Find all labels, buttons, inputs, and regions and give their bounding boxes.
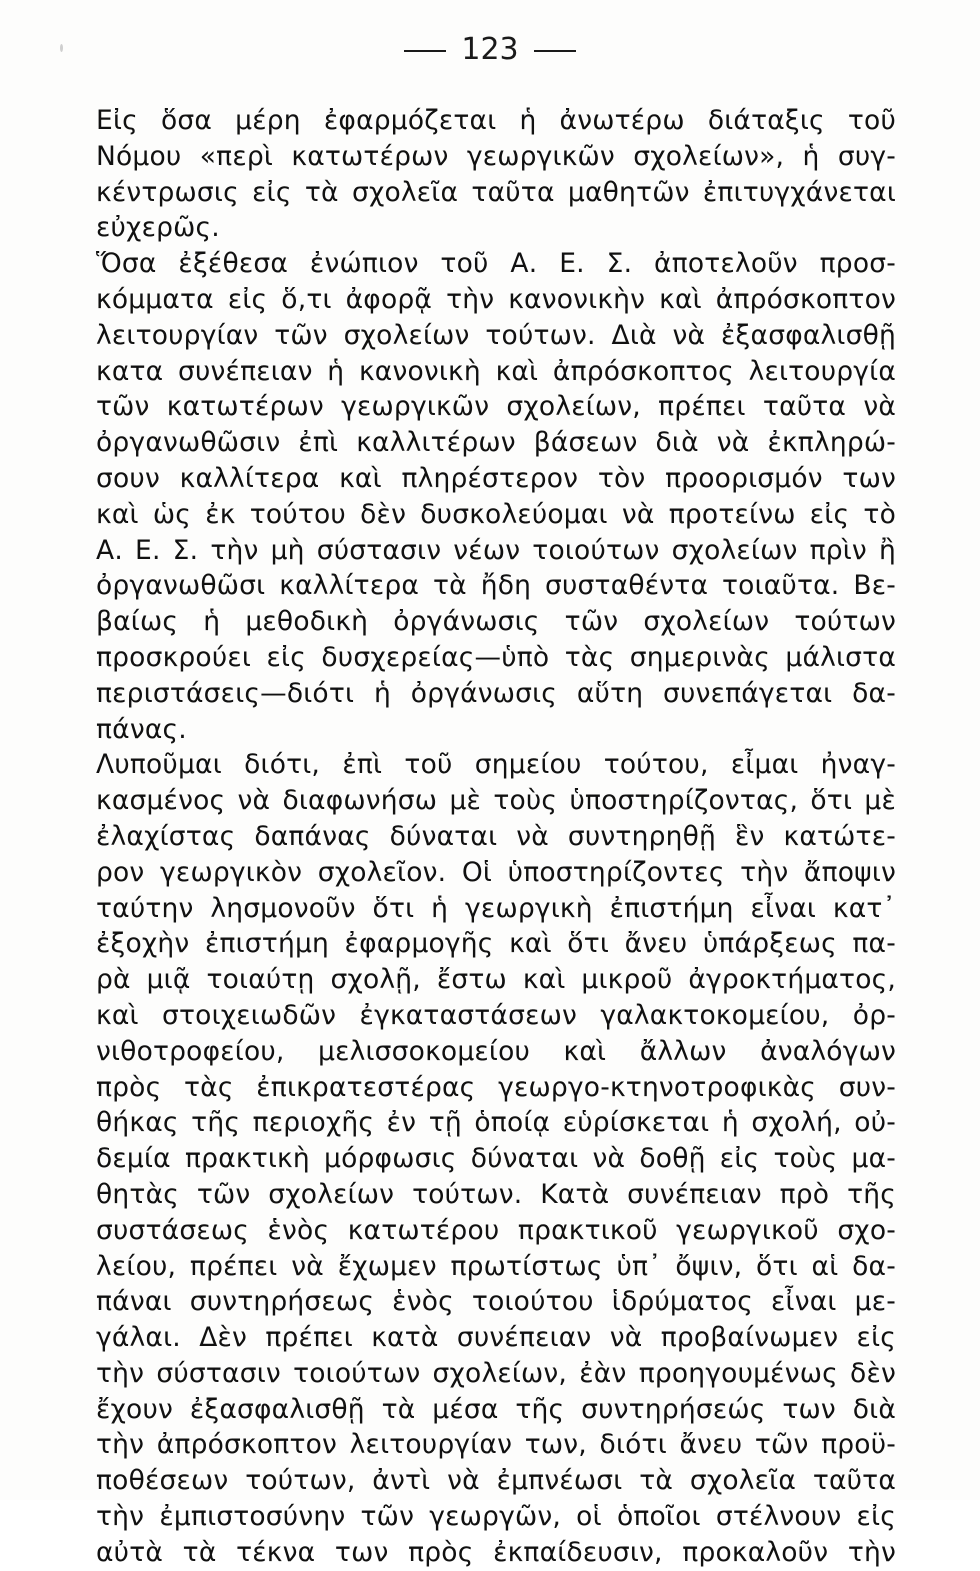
- text-line: συστάσεως ἑνὸς κατωτέρου πρακτικοῦ γεωργικοῦ σχο-: [96, 1214, 896, 1246]
- left-dash: [404, 50, 446, 52]
- text-line: ταύτην λησμονοῦν ὅτι ἡ γεωργικὴ ἐπιστήμη εἶναι κατ᾽: [96, 892, 896, 924]
- text-line: πάνας.: [96, 713, 187, 745]
- right-dash: [534, 50, 576, 52]
- text-line: τὴν ἀπρόσκοπτον λειτουργίαν των, διότι ἄνευ τῶν προϋ-: [96, 1429, 896, 1461]
- text-line: πάναι συντηρήσεως ἑνὸς τοιούτου ἱδρύματος εἶναι με-: [96, 1286, 896, 1318]
- text-line: λείου, πρέπει νὰ ἔχωμεν πρωτίστως ὑπ᾽ ὄψιν, ὅτι αἱ δα-: [96, 1250, 896, 1282]
- text-line: αὐτὰ τὰ τέκνα των πρὸς ἐκπαίδευσιν, προκαλοῦν τὴν: [96, 1536, 896, 1568]
- text-line: ρὰ μιᾷ τοιαύτῃ σχολῇ, ἔστω καὶ μικροῦ ἀγροκτήματος,: [96, 964, 896, 996]
- text-line: βαίως ἡ μεθοδικὴ ὀργάνωσις τῶν σχολείων τούτων: [96, 606, 896, 638]
- text-line: καὶ στοιχειωδῶν ἐγκαταστάσεων γαλακτοκομείου, ὀρ-: [96, 999, 896, 1031]
- text-line: τὴν σύστασιν τοιούτων σχολείων, ἐὰν προηγουμένως δὲν: [96, 1357, 896, 1389]
- text-line: εὐχερῶς.: [96, 212, 220, 244]
- text-line: ὀργανωθῶσιν ἐπὶ καλλιτέρων βάσεων διὰ νὰ ἐκπληρώ-: [96, 427, 896, 459]
- text-line: πρὸς τὰς ἐπικρατεστέρας γεωργο-κτηνοτροφικὰς συν-: [96, 1071, 896, 1103]
- page-number-text: 123: [461, 32, 519, 67]
- text-line: ὀργανωθῶσι καλλίτερα τὰ ἤδη συσταθέντα τοιαῦτα. Βε-: [96, 570, 896, 602]
- text-line: Α. Ε. Σ. τὴν μὴ σύστασιν νέων τοιούτων σχολείων πρὶν ἢ: [96, 534, 896, 566]
- text-line: ποθέσεων τούτων, ἀντὶ νὰ ἐμπνέωσι τὰ σχολεῖα ταῦτα: [96, 1465, 896, 1497]
- text-line: καὶ ὡς ἐκ τούτου δὲν δυσκολεύομαι νὰ προτείνω εἰς τὸ: [96, 498, 896, 530]
- text-line: κατα συνέπειαν ἡ κανονικὴ καὶ ἀπρόσκοπτος λειτουργία: [96, 355, 896, 387]
- text-line: Ὅσα ἐξέθεσα ἐνώπιον τοῦ Α. Ε. Σ. ἀποτελοῦν προσ-: [96, 248, 896, 280]
- text-line: θητὰς τῶν σχολείων τούτων. Κατὰ συνέπειαν πρὸ τῆς: [96, 1178, 896, 1210]
- text-line: Νόμου «περὶ κατωτέρων γεωργικῶν σχολείων», ἡ συγ-: [96, 140, 896, 172]
- text-line: ἔχουν ἐξασφαλισθῇ τὰ μέσα τῆς συντηρήσεώς των διὰ: [96, 1393, 896, 1425]
- text-line: ἐξοχὴν ἐπιστήμη ἐφαρμογῆς καὶ ὅτι ἄνευ ὑπάρξεως πα-: [96, 928, 896, 960]
- page-number: [0, 30, 980, 70]
- text-line: κασμένος νὰ διαφωνήσω μὲ τοὺς ὑποστηρίζοντας, ὅτι μὲ: [96, 785, 896, 817]
- body-text: [96, 103, 896, 1571]
- text-line: περιστάσεις—διότι ἡ ὀργάνωσις αὕτη συνεπάγεται δα-: [96, 677, 896, 709]
- text-line: λειτουργίαν τῶν σχολείων τούτων. Διὰ νὰ ἐξασφαλισθῇ: [96, 319, 896, 351]
- text-line: νιθοτροφείου, μελισσοκομείου καὶ ἄλλων ἀναλόγων: [96, 1035, 896, 1067]
- text-line: θήκας τῆς περιοχῆς ἐν τῇ ὁποίᾳ εὑρίσκεται ἡ σχολή, οὐ-: [96, 1107, 896, 1139]
- text-line: τὴν ἐμπιστοσύνην τῶν γεωργῶν, οἱ ὁποῖοι στέλνουν εἰς: [96, 1501, 896, 1533]
- text-line: σουν καλλίτερα καὶ πληρέστερον τὸν προορισμόν των: [96, 462, 896, 494]
- text-line: ἐλαχίστας δαπάνας δύναται νὰ συντηρηθῇ ἓν κατώτε-: [96, 820, 896, 852]
- scan-speck: [60, 44, 63, 52]
- text-line: προσκρούει εἰς δυσχερείας—ὑπὸ τὰς σημερινὰς μάλιστα: [96, 641, 896, 673]
- text-line: δεμία πρακτικὴ μόρφωσις δύναται νὰ δοθῇ εἰς τοὺς μα-: [96, 1143, 896, 1175]
- text-line: κέντρωσις εἰς τὰ σχολεῖα ταῦτα μαθητῶν ἐπιτυγχάνεται: [96, 176, 896, 208]
- text-line: τῶν κατωτέρων γεωργικῶν σχολείων, πρέπει ταῦτα νὰ: [96, 391, 896, 423]
- text-line: Λυποῦμαι διότι, ἐπὶ τοῦ σημείου τούτου, εἶμαι ἠναγ-: [96, 749, 896, 781]
- text-line: ρον γεωργικὸν σχολεῖον. Οἱ ὑποστηρίζοντες τὴν ἄποψιν: [96, 856, 896, 888]
- text-line: κόμματα εἰς ὅ,τι ἀφορᾷ τὴν κανονικὴν καὶ ἀπρόσκοπτον: [96, 283, 896, 315]
- text-line: Εἰς ὅσα μέρη ἐφαρμόζεται ἡ ἀνωτέρω διάταξις τοῦ: [96, 105, 896, 136]
- text-line: γάλαι. Δὲν πρέπει κατὰ συνέπειαν νὰ προβαίνωμεν εἰς: [96, 1322, 896, 1354]
